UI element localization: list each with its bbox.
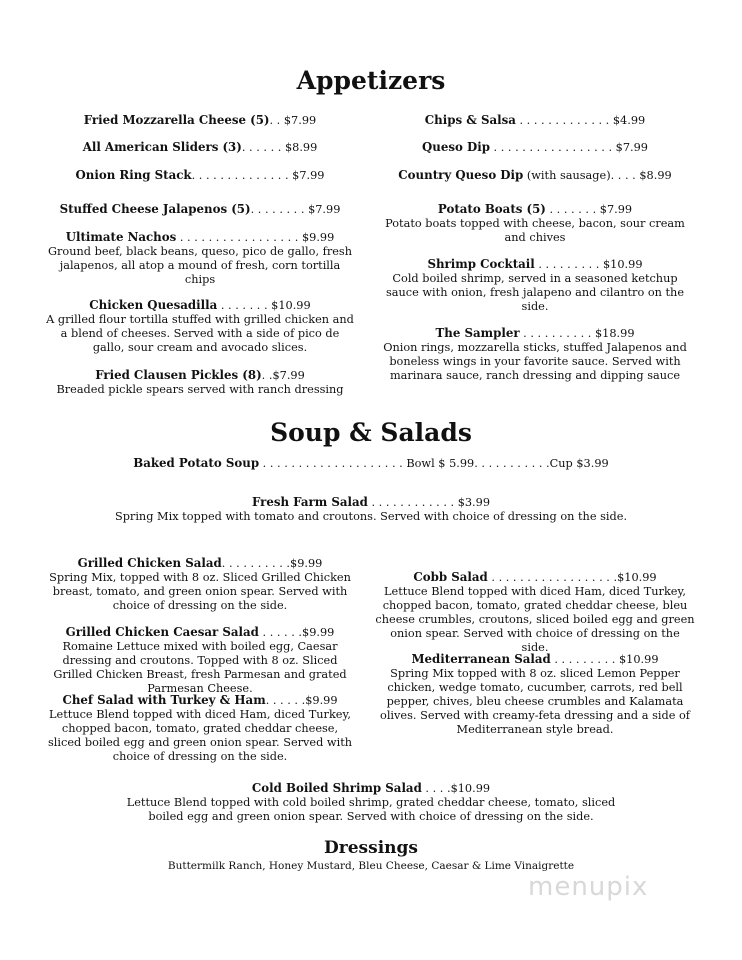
item-note: (with sausage) [523,169,611,182]
item-price: $10.99 [618,653,659,666]
soup-salads-heading: Soup & Salads [270,418,472,447]
item-name: Fresh Farm Salad [251,495,368,509]
menu-item [375,202,695,245]
item-dots: . . . . [610,169,640,182]
item-description: Ground beef, black beans, queso, pico de gallo, fresh jalapenos, all atop a mound of fresh, corn tortilla chips [48,245,352,286]
menupix-watermark: menupix [528,872,649,902]
appetizers-heading: Appetizers [296,66,446,95]
item-price: $9.99 [301,231,335,244]
dressings-heading: Dressings [324,838,418,858]
item-dots: . . . . . . . . . . . . . [515,114,613,127]
item-name: Cold Boiled Shrimp Salad [251,781,422,795]
menu-item [45,140,355,155]
item-name: Ultimate Nachos [65,230,177,244]
item-name: Potato Boats (5) [437,202,546,216]
dressings-list: Buttermilk Ranch, Honey Mustard, Bleu Cheese, Caesar & Lime Vinaigrette [167,860,575,872]
item-description: Spring Mix topped with 8 oz. sliced Lemon Pepper chicken, wedge tomato, cucumber, carrots, red bell pepper, chives, bleu cheese crumbles and Kalamata olives. Served with creamy-feta dressing and a side of Mediterranean style bread. [380,667,690,736]
menu-item-baked-potato-soup [80,456,662,471]
item-description: Lettuce Blend topped with diced Ham, diced Turkey, chopped bacon, tomato, grated cheddar cheese, sliced boiled egg and green onion spear. Served with choice of dressing on the side. [47,708,353,763]
item-name: Fried Mozzarella Cheese (5) [83,113,270,127]
item-price: $10.99 [271,299,311,312]
item-price: Bowl $ 5.99. . . . . . . . . . .Cup $3.99 [406,457,609,470]
item-dots: . . . . . . [258,626,303,639]
item-price: $7.99 [292,169,325,182]
menu-item [45,368,355,397]
item-dots: . . . . . . . . . . [519,327,595,340]
menu-item [375,326,695,383]
item-name: Mediterranean Salad [411,652,551,666]
menu-item [45,556,355,613]
item-price: $7.99 [308,203,341,216]
item-dots: . . . . . . . . . [534,258,603,271]
item-price: $10.99 [617,571,657,584]
item-name: Chef Salad with Turkey & Ham [62,693,266,707]
item-dots: . . . . . . . . . . . . . . . . . . . . [259,457,407,470]
item-price: $9.99 [290,557,323,570]
item-name: The Sampler [435,326,520,340]
item-name: Stuffed Cheese Jalapenos (5) [59,202,251,216]
menu-item-cold-boiled-shrimp-salad [80,781,662,824]
item-dots: . . . . . . . . [250,203,309,216]
item-description: Breaded pickle spears served with ranch dressing [56,383,344,396]
item-name: Shrimp Cocktail [427,257,535,271]
item-dots: . . . . . . [265,694,306,707]
item-name: Grilled Chicken Salad [77,556,222,570]
item-price: $9.99 [305,694,338,707]
item-price: $9.99 [302,626,335,639]
item-dots: . . . . [421,782,451,795]
menu-item [45,625,355,696]
item-price: $7.99 [283,114,317,127]
item-dots: . . [269,114,284,127]
item-name: All American Sliders (3) [82,140,242,154]
item-description: Cold boiled shrimp, served in a seasoned ketchup sauce with onion, fresh jalapeno and cilantro on the side. [385,272,685,313]
item-dots: . . . . . . . . . . . . . . [191,169,293,182]
item-price: $4.99 [612,114,646,127]
item-description: Lettuce Blend topped with diced Ham, diced Turkey, chopped bacon, tomato, grated cheddar cheese, bleu cheese crumbles, croutons, sliced boiled egg and green onion spear. Served with choice of dressing on the side. [375,585,695,654]
item-description: Romaine Lettuce mixed with boiled egg, Caesar dressing and croutons. Topped with 8 oz. Sliced Grilled Chicken Breast, fresh Parmesan and grated Parmesan Cheese. [53,640,347,695]
item-dots: . . . . . . . [545,203,600,216]
item-name: Chicken Quesadilla [89,298,218,312]
item-price: $10.99 [603,258,643,271]
item-dots: . . . . . . [241,141,285,154]
item-description: Potato boats topped with cheese, bacon, sour cream and chives [385,217,685,244]
menu-item-fresh-farm-salad [80,495,662,524]
item-dots: . . [261,369,273,382]
item-name: Country Queso Dip [398,168,524,182]
menu-item [45,202,355,217]
item-name: Queso Dip [422,140,490,154]
item-price: $8.99 [284,141,318,154]
item-name: Grilled Chicken Caesar Salad [65,625,259,639]
menu-item [375,257,695,314]
item-price: $10.99 [450,782,491,795]
item-name: Cobb Salad [413,570,488,584]
menu-item [375,168,695,183]
item-description: Onion rings, mozzarella sticks, stuffed Jalapenos and boneless wings in your favorite sauce. Served with marinara sauce, ranch dressing and dipping sauce [383,341,687,382]
menu-item [375,140,695,155]
menu-item [45,298,355,355]
item-description: Lettuce Blend topped with cold boiled shrimp, grated cheddar cheese, tomato, sliced boiled egg and green onion spear. Served with choice of dressing on the side. [126,796,616,823]
item-name: Fried Clausen Pickles (8) [95,368,262,382]
menu-item [375,113,695,128]
item-description: A grilled flour tortilla stuffed with grilled chicken and a blend of cheeses. Served with a side of pico de gallo, sour cream and avocado slices. [46,313,354,354]
item-description: Spring Mix topped with tomato and croutons. Served with choice of dressing on the side. [114,510,628,523]
item-dots: . . . . . . . . . . . . [367,496,458,509]
item-price: $18.99 [594,327,635,340]
item-dots: . . . . . . . . . . . . . . . . . [489,141,616,154]
menu-item [375,570,695,655]
item-dots: . . . . . . . . . . . . . . . . . . [487,571,618,584]
item-name: Baked Potato Soup [133,456,260,470]
item-dots: . . . . . . . . . . [221,557,291,570]
item-price: $7.99 [615,141,648,154]
item-price: $7.99 [599,203,633,216]
item-description: Spring Mix, topped with 8 oz. Sliced Grilled Chicken breast, tomato, and green onion spear. Served with choice of dressing on the side. [49,571,351,612]
item-dots: . . . . . . . [217,299,272,312]
item-name: Onion Ring Stack [75,168,192,182]
menu-item [45,693,355,764]
item-price: $8.99 [639,169,672,182]
menu-item [45,168,355,183]
menu-item [45,230,355,287]
menu-item [45,113,355,128]
item-dots: . . . . . . . . . . . . . . . . . [176,231,302,244]
item-dots: . . . . . . . . . [550,653,619,666]
item-name: Chips & Salsa [424,113,516,127]
item-price: $3.99 [457,496,491,509]
item-price: $7.99 [272,369,305,382]
menu-item [375,652,695,737]
